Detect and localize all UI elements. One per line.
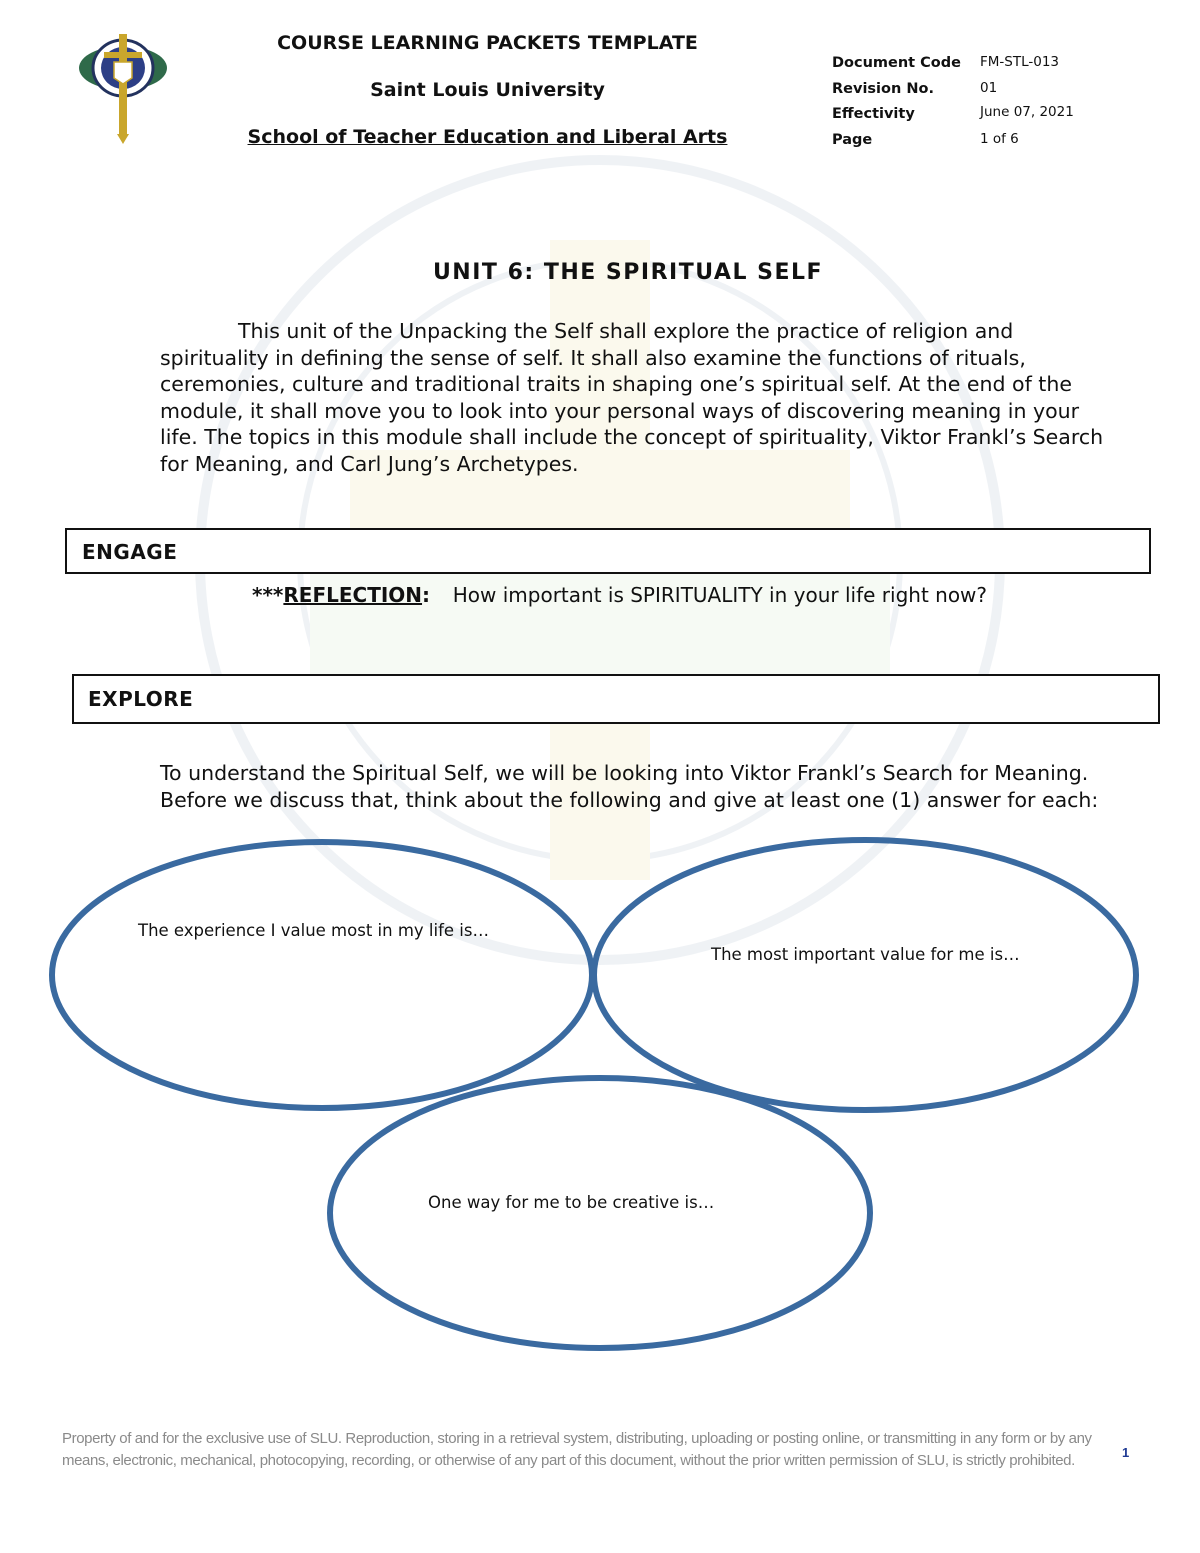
reflection-colon: : xyxy=(422,583,431,607)
explore-instruction: To understand the Spiritual Self, we will be looking into Viktor Frankl’s Search for Meaning. Before we discuss that, think about the following and give at least one (1) answer for each: xyxy=(160,761,1099,812)
prompt-experience: The experience I value most in my life is… xyxy=(138,921,489,940)
document-code-label: Document Code xyxy=(832,55,961,71)
explore-heading: EXPLORE xyxy=(88,687,194,711)
copyright-notice: Property of and for the exclusive use of SLU. Reproduction, storing in a retrieval system, distributing, uploading or posting online, or transmitting in any form or by any means, electronic, mechanical, photocopying, recording, or otherwise of any part of this document, without the prior written permission of SLU, is strictly prohibited. xyxy=(62,1430,1092,1469)
reflection-label: REFLECTION xyxy=(283,583,423,607)
school-name: School of Teacher Education and Liberal Arts xyxy=(247,126,728,148)
prompt-creative: One way for me to be creative is… xyxy=(428,1193,715,1212)
document-code-value: FM-STL-013 xyxy=(980,54,1060,70)
effectivity-value: June 07, 2021 xyxy=(980,104,1074,120)
reflection-prefix: *** xyxy=(252,583,284,607)
unit-title: UNIT 6: THE SPIRITUAL SELF xyxy=(432,260,824,285)
intro-text: This unit of the Unpacking the Self shall explore the practice of religion and spirituality in defining the sense of self. It shall also examine the functions of rituals, ceremonies, culture and traditional traits in shaping one’s spiritual self. At the end of the module, it shall move you to look into your personal ways of discovering meaning in your life. The topics in this module shall include the concept of spirituality, Viktor Frankl’s Search for Meaning, and Carl Jung’s Archetypes. xyxy=(160,319,1104,476)
page-value: 1 of 6 xyxy=(980,131,1019,147)
effectivity-label: Effectivity xyxy=(832,106,915,122)
template-title: COURSE LEARNING PACKETS TEMPLATE xyxy=(277,32,698,54)
university-name: Saint Louis University xyxy=(370,79,605,101)
prompt-value: The most important value for me is… xyxy=(711,945,1020,964)
page-number: 1 xyxy=(1122,1445,1130,1460)
engage-heading: ENGAGE xyxy=(82,540,178,564)
bubble-value[interactable] xyxy=(594,840,1136,1110)
reflection-question: How important is SPIRITUALITY in your life right now? xyxy=(452,583,988,607)
bubble-creative[interactable] xyxy=(330,1078,870,1348)
page-label: Page xyxy=(832,132,873,148)
revision-label: Revision No. xyxy=(832,81,934,97)
bubble-experience[interactable] xyxy=(52,842,592,1108)
revision-value: 01 xyxy=(980,80,998,96)
